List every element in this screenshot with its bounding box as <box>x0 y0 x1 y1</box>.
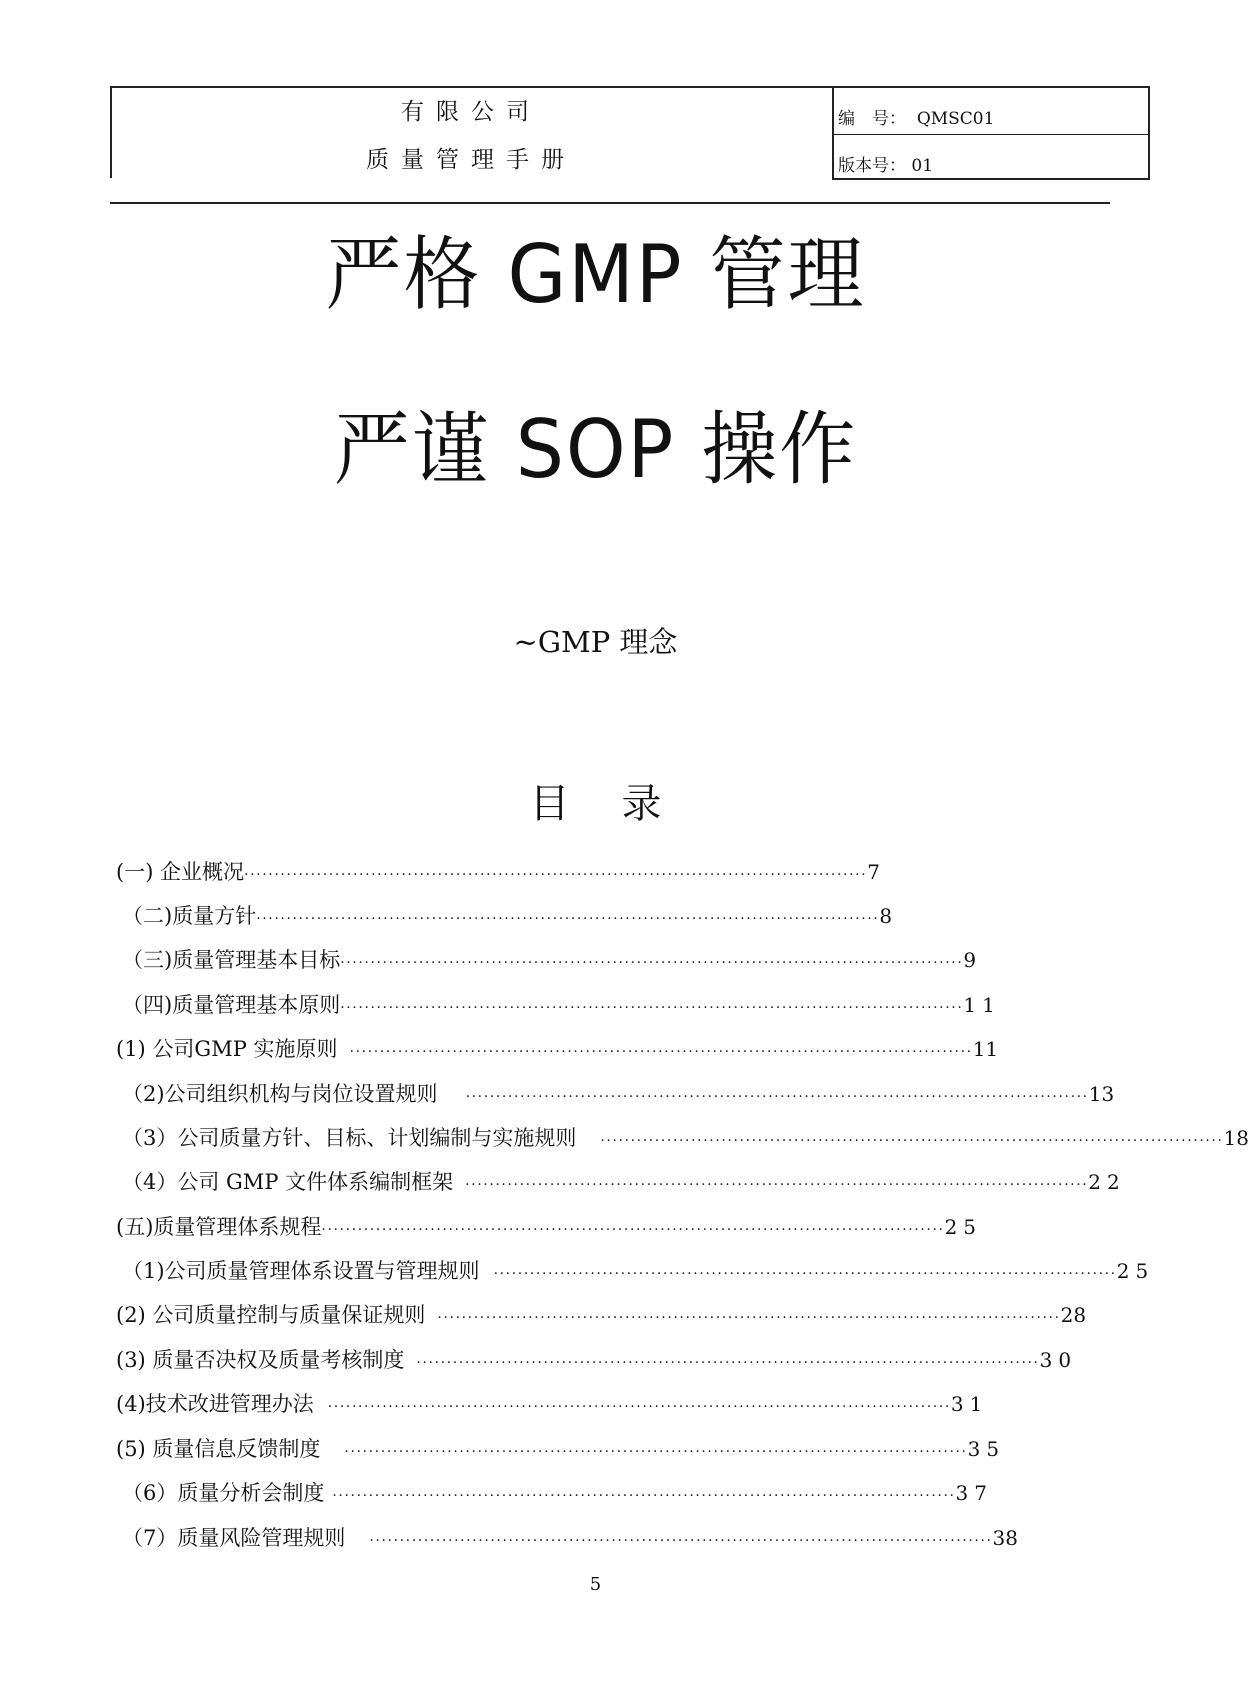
header-right-divider <box>832 134 1150 135</box>
toc-item-page: 31 <box>950 1392 989 1416</box>
document-code <box>838 104 994 129</box>
toc-dot-leader: ······································································································· <box>340 955 964 971</box>
toc-item-page: 11 <box>972 1037 999 1061</box>
toc-dot-leader: ······································································································· <box>256 911 880 927</box>
toc-item-page: 37 <box>955 1481 993 1505</box>
header-rule <box>110 202 1110 204</box>
toc-heading: 目录 <box>529 781 714 827</box>
toc-item-page: 30 <box>1039 1348 1078 1372</box>
toc-item-label: (一) 企业概况 <box>116 860 245 884</box>
toc-dot-leader: ······································································································· <box>416 1355 1040 1371</box>
toc-dot-leader: ······································································································· <box>437 1310 1061 1326</box>
toc-item-page: 11 <box>963 993 1001 1017</box>
page-number: 5 <box>589 1574 602 1595</box>
toc-item[interactable] <box>122 1478 993 1508</box>
toc-item-page: 22 <box>1088 1170 1126 1194</box>
toc-item-label: (5) 质量信息反馈制度 <box>116 1437 321 1461</box>
toc-item-page: 25 <box>1116 1259 1155 1283</box>
toc-item-label: （三)质量管理基本目标 <box>122 948 341 972</box>
toc-item-page: 8 <box>879 904 893 928</box>
toc-item[interactable] <box>122 1256 1155 1286</box>
toc-dot-leader: ······································································································· <box>327 1399 951 1415</box>
toc-item[interactable] <box>116 1300 1087 1330</box>
toc-item[interactable] <box>116 1389 989 1419</box>
document-code-value: QMSC01 <box>916 109 995 129</box>
toc-item-label: (3) 质量否决权及质量考核制度 <box>116 1348 405 1372</box>
toc-item-page: 25 <box>944 1215 983 1239</box>
company-name: 有限公司 <box>401 99 541 125</box>
toc-dot-leader: ······································································································· <box>344 1444 968 1460</box>
toc-item[interactable] <box>122 1123 1249 1153</box>
toc-dot-leader: ······································································································· <box>244 867 868 883</box>
toc-dot-leader: ······································································································· <box>321 1222 945 1238</box>
toc-item[interactable] <box>122 990 1001 1020</box>
toc-dot-leader: ······································································································· <box>493 1266 1117 1282</box>
gmp-concept-subtitle: ~GMP 理念 <box>513 625 678 659</box>
toc-item-page: 35 <box>967 1437 1006 1461</box>
version-value: 01 <box>911 156 934 176</box>
slogan-line-1: 严格 GMP 管理 <box>325 228 866 321</box>
toc-dot-leader: ······································································································· <box>600 1133 1224 1149</box>
toc-item-page: 18 <box>1223 1126 1249 1150</box>
toc-item-label: (4)技术改进管理办法 <box>116 1392 314 1416</box>
toc-dot-leader: ······································································································· <box>465 1177 1089 1193</box>
toc-item[interactable] <box>122 901 893 931</box>
slogan-line-2: 严谨 SOP 操作 <box>333 403 858 496</box>
toc-item-page: 7 <box>867 860 880 884</box>
toc-item[interactable] <box>122 1167 1126 1197</box>
toc-item-label: （1)公司质量管理体系设置与管理规则 <box>122 1259 480 1283</box>
toc-item[interactable] <box>116 1434 1006 1464</box>
toc-item[interactable] <box>122 1079 1115 1109</box>
toc-item-label: （4）公司 GMP 文件体系编制框架 <box>122 1170 454 1194</box>
toc-item-label: （四)质量管理基本原则 <box>122 993 341 1017</box>
toc-item[interactable] <box>122 945 977 975</box>
toc-item[interactable] <box>116 1212 983 1242</box>
toc-item-label: （二)质量方针 <box>122 904 257 928</box>
toc-dot-leader: ······································································································· <box>369 1533 993 1549</box>
toc-item-label: (1) 公司GMP 实施原则 <box>116 1037 338 1061</box>
toc-item-label: （2)公司组织机构与岗位设置规则 <box>122 1082 438 1106</box>
toc-item[interactable] <box>116 1345 1078 1375</box>
toc-item[interactable] <box>116 1034 999 1064</box>
toc-item-label: （7）质量风险管理规则 <box>122 1526 346 1550</box>
document-code-label: 编 号： <box>838 109 906 129</box>
toc-item-page: 38 <box>992 1526 1018 1550</box>
toc-item-label: (五)质量管理体系规程 <box>116 1215 322 1239</box>
toc-item-page: 9 <box>963 948 977 972</box>
toc-dot-leader: ······································································································· <box>349 1044 973 1060</box>
toc-item-label: （3）公司质量方针、目标、计划编制与实施规则 <box>122 1126 577 1150</box>
toc-item-label: （6）质量分析会制度 <box>122 1481 325 1505</box>
toc-item[interactable] <box>122 1523 1018 1553</box>
toc-item[interactable] <box>116 857 880 887</box>
toc-dot-leader: ······································································································· <box>340 1000 964 1016</box>
version-label: 版本号： <box>838 156 906 176</box>
version-number <box>838 151 933 176</box>
toc-item-label: (2) 公司质量控制与质量保证规则 <box>116 1303 426 1327</box>
toc-item-page: 28 <box>1060 1303 1087 1327</box>
manual-title: 质量管理手册 <box>366 147 576 173</box>
toc-item-page: 13 <box>1088 1082 1115 1106</box>
toc-dot-leader: ······································································································· <box>332 1488 956 1504</box>
toc-dot-leader: ······································································································· <box>465 1089 1089 1105</box>
